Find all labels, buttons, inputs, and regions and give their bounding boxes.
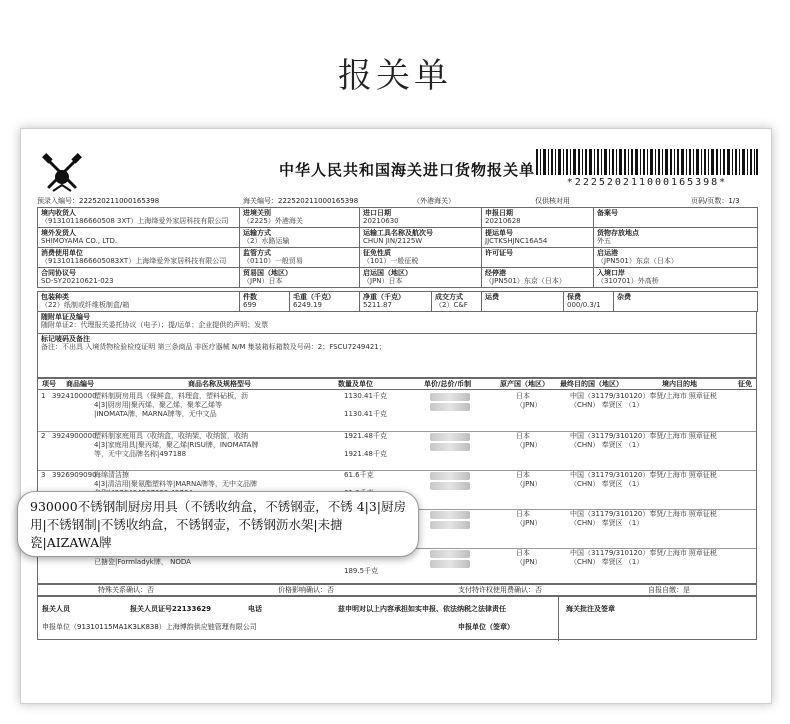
gross-weight-cell: 毛重（千克） 6249.19 xyxy=(290,292,360,312)
item-number: 3 xyxy=(41,471,46,479)
declare-date-cell: 申报日期 20210628 xyxy=(482,208,594,228)
shipper-cell: 境外发货人 SHIMOYAMA CO., LTD. xyxy=(38,228,240,248)
page-number: 页码/页数：1/3 xyxy=(691,197,740,205)
document-title: 中华人民共和国海关进口货物报关单 xyxy=(279,161,536,179)
misc-fee-cell: 杂费 xyxy=(614,292,758,312)
item-destination: （CHN） 奉贤区 （1） xyxy=(570,480,644,488)
item-number: 2 xyxy=(41,432,46,440)
package-fields-table xyxy=(37,291,758,312)
item-origin: 日本 xyxy=(516,432,530,440)
pieces-cell: 件数 699 xyxy=(240,292,290,312)
item-description: 塑料制厨房用具（保鲜盒，料理盒，塑料砧板，沥 xyxy=(94,392,248,400)
verification-note: 仅供核对用 xyxy=(535,197,570,205)
import-date-cell: 进口日期 20210630 xyxy=(360,208,482,228)
item-origin: 日本 xyxy=(516,510,530,518)
customs-port: （外港海关） xyxy=(413,197,455,205)
freight-cell: 运费 xyxy=(482,292,564,312)
confirmation-row: 特殊关系确认：否 价格影响确认：否 支付特许权使用费确认：否 自报自缴：是 xyxy=(37,584,757,596)
goods-row xyxy=(38,392,756,431)
item-description: 塑料制家庭用具（收纳盒，收纳架，收纳筐，收纳 xyxy=(94,432,248,440)
item-quantity: 1130.41千克 xyxy=(344,392,387,400)
marks-and-remarks: 标记唛码及备注 备注：不出具 入境货物检验检疫证明 第三条商品 非医疗器械 N/M 集装箱标箱数及号码：2；FSCU7249421； xyxy=(37,334,757,378)
insurance-cell: 保费 000/0.3/1 xyxy=(564,292,614,312)
origin-country-cell: 启运国（地区） （JPN）日本 xyxy=(360,268,482,288)
page-heading: 报关单 xyxy=(338,56,452,96)
item-code: 3926909090 xyxy=(52,471,97,479)
deal-cell: 成交方式 （2）C&F xyxy=(432,292,482,312)
declaration-footer: 报关人员 报关人员证号22133629 电话 兹申明对以上内容承担如实申报、依法纳税之法律责任 海关批注及签章 申报单位（91310115MA1K3LK838）上海博韵供应链管理有限公司 申报单位（签章） xyxy=(37,596,757,640)
redacted-price xyxy=(430,550,470,558)
item-description: 4|3|清洁用|聚氨酯塑料等|MARNA牌等，无中文品牌 xyxy=(94,480,258,488)
item-origin: （JPN） xyxy=(516,441,542,449)
goods-row xyxy=(38,431,756,470)
item-description: 已搪瓷|Formladyk牌， NODA xyxy=(94,558,191,566)
redacted-price xyxy=(430,511,470,519)
item-destination: 中国（31179/310120）奉贤/上海市 照章征税 xyxy=(570,432,717,440)
consignee-cell: 境内收货人 （913101186660508 3XT）上海绛爱外家居科技有限公司 xyxy=(38,208,240,228)
item-origin: （JPN） xyxy=(516,558,542,566)
item-quantity: 1921.48千克 xyxy=(344,450,387,458)
entry-port-cell: 入境口岸 （310701）外高桥 xyxy=(594,268,758,288)
net-weight-cell: 净重（千克） 5211.87 xyxy=(360,292,432,312)
transport-cell: 运输方式 （2）水路运输 xyxy=(240,228,360,248)
tax-cell: 征免性质 （101）一般征税 xyxy=(360,248,482,268)
item-quantity: 1921.48千克 xyxy=(344,432,387,440)
item-destination: 中国（31179/310120）奉贤/上海市 照章征税 xyxy=(570,510,717,518)
item-code: 3924100000 xyxy=(52,392,97,400)
goods-table-header: 项号 商品编号 商品名称及规格型号 数量及单位 单价/总价/币制 原产国（地区） 最终目的国（地区） 境内目的地 征免 xyxy=(37,378,757,390)
magnified-item-callout: 930000不锈钢制厨房用具（不锈收纳盒，不锈钢壶，不锈 4|3|厨房用|不锈钢制|不锈收纳盒，不锈钢壶，不锈钢沥水架|未搪瓷|AIZAWA牌 xyxy=(17,491,419,557)
redacted-price xyxy=(430,482,470,490)
customs-number: 海关编号：222520211000165398 xyxy=(243,197,359,205)
redacted-price xyxy=(430,472,470,480)
item-destination: 中国（31179/310120）奉贤/上海市 照章征税 xyxy=(570,471,717,479)
item-description: 等，无中文品牌名称|497188 xyxy=(94,450,187,458)
contract-cell: 合同协议号 SD-SY20210621-023 xyxy=(38,268,240,288)
item-description: 海绵清洁擦 xyxy=(94,471,129,479)
item-origin: 日本 xyxy=(516,549,530,557)
vessel-cell: 运输工具名称及航次号 CHUN JIN/2125W xyxy=(360,228,482,248)
redacted-price xyxy=(430,433,470,441)
depart-port-cell: 启运港 （JPN501）东京（日本） xyxy=(594,248,758,268)
item-origin: 日本 xyxy=(516,471,530,479)
import-port-cell: 进境关别 （2225）外港海关 xyxy=(240,208,360,228)
item-destination: （CHN） 奉贤区 （1） xyxy=(570,558,644,566)
item-origin: （JPN） xyxy=(516,480,542,488)
item-quantity: 61.6千克 xyxy=(344,471,374,479)
item-destination: 中国（31179/310120）奉贤/上海市 照章征税 xyxy=(570,392,717,400)
item-number: 1 xyxy=(41,392,46,400)
item-description: 4|3|厨房用|聚丙烯，聚乙烯，聚苯乙烯等 xyxy=(94,401,222,409)
record-cell: 备案号 xyxy=(594,208,758,228)
customs-emblem-icon xyxy=(39,151,85,197)
package-cell: 包装种类 （22）纸制或纤维板制盒/箱 xyxy=(38,292,240,312)
storage-cell: 货物存放地点 外五 xyxy=(594,228,758,248)
footer-divider xyxy=(558,597,559,641)
redacted-price xyxy=(430,443,470,451)
item-destination: （CHN） 奉贤区 （1） xyxy=(570,441,644,449)
pre-entry-number: 预录入编号：222520211000165398 xyxy=(37,197,160,205)
trade-country-cell: 贸易国（地区） （JPN）日本 xyxy=(240,268,360,288)
item-destination: 中国（31179/310120）奉贤/上海市 照章征税 xyxy=(570,549,717,557)
supervision-cell: 监管方式 （0110）一般贸易 xyxy=(240,248,360,268)
item-origin: （JPN） xyxy=(516,519,542,527)
item-origin: 日本 xyxy=(516,392,530,400)
via-port-cell: 经停港 （JPN501）东京（日本） xyxy=(482,268,594,288)
redacted-price xyxy=(430,403,470,411)
header-fields-table xyxy=(37,207,758,288)
license-cell: 许可证号 xyxy=(482,248,594,268)
consumer-cell: 消费使用单位 （9131011866605083XT）上海绛爱外家居科技有限公司 xyxy=(38,248,240,268)
item-origin: （JPN） xyxy=(516,401,542,409)
redacted-price xyxy=(430,560,470,568)
barcode-text: *222520211000165398* xyxy=(566,177,728,188)
item-destination: （CHN） 奉贤区 （1） xyxy=(570,519,644,527)
redacted-price xyxy=(430,393,470,401)
item-quantity: 1130.41千克 xyxy=(344,410,387,418)
redacted-price xyxy=(430,521,470,529)
item-description: |INOMATA牌，MARNA牌等，无中文品 xyxy=(94,410,217,418)
bill-of-lading-cell: 提运单号 JJCTKSHJNC16A54 xyxy=(482,228,594,248)
item-destination: （CHN） 奉贤区 （1） xyxy=(570,401,644,409)
item-quantity: 189.5千克 xyxy=(344,567,379,575)
customs-declaration-sheet xyxy=(20,128,772,704)
barcode xyxy=(536,149,758,175)
attached-documents: 随附单证及编号 随附单证2：代理报关委托协议（电子）；提/运单；企业提供的声明；发票 xyxy=(37,312,757,334)
item-code: 3924900000 xyxy=(52,432,97,440)
item-description: 4|3|家庭用具|聚丙烯，聚乙烯|RISU牌，INOMATA牌 xyxy=(94,441,259,449)
